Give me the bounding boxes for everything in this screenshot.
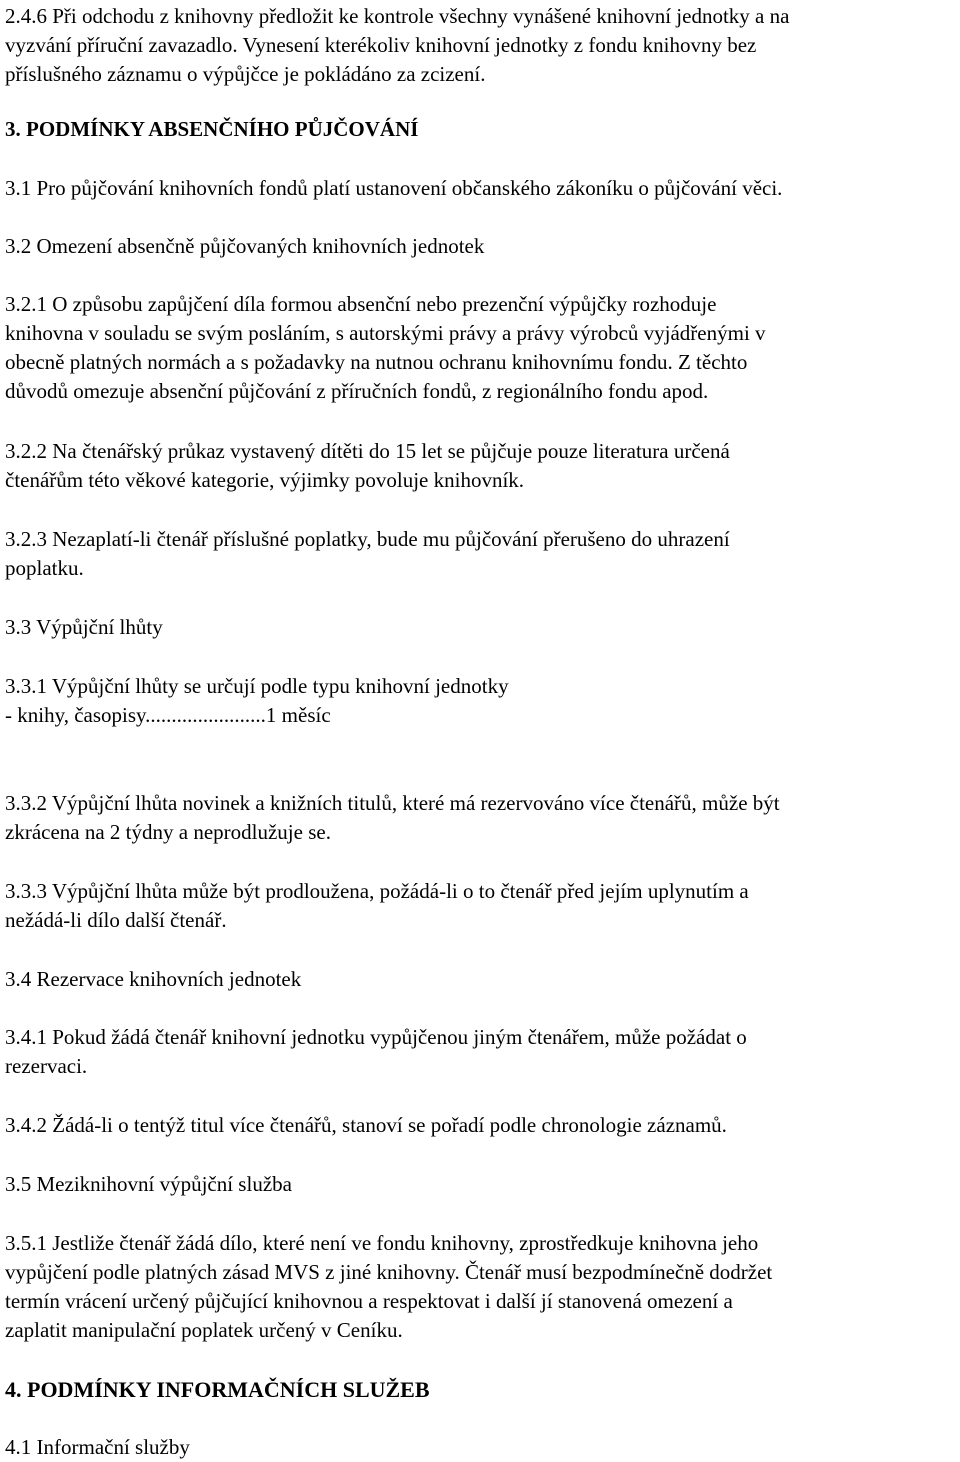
text-line: rezervaci. <box>5 1054 88 1078</box>
text-line: 3.2.3 Nezaplatí-li čtenář příslušné poplatky, bude mu půjčování přerušeno do uhrazení <box>5 527 730 551</box>
text-line: 3.2.2 Na čtenářský průkaz vystavený dítěti do 15 let se půjčuje pouze literatura určená <box>5 439 730 463</box>
text-line: vypůjčení podle platných zásad MVS z jiné knihovny. Čtenář musí bezpodmínečně dodržet <box>5 1260 773 1284</box>
text-line: 3.3.1 Výpůjční lhůty se určují podle typu knihovní jednotky <box>5 674 509 698</box>
subsection-heading-3-5: 3.5 Meziknihovní výpůjční služba <box>5 1172 292 1196</box>
text-line: 2.4.6 Při odchodu z knihovny předložit ke kontrole všechny vynášené knihovní jednotky a na <box>5 4 790 28</box>
text-line: nežádá-li dílo další čtenář. <box>5 908 227 932</box>
paragraph-3-4-2: 3.4.2 Žádá-li o tentýž titul více čtenářů, stanoví se pořadí podle chronologie záznamů. <box>5 1113 727 1137</box>
subsection-heading-3-3: 3.3 Výpůjční lhůty <box>5 615 163 639</box>
paragraph-3-3-2 <box>5 789 955 847</box>
text-line: příslušného záznamu o výpůjčce je pokládáno za zcizení. <box>5 62 486 86</box>
paragraph-3-3-3 <box>5 877 955 935</box>
paragraph-3-2-1 <box>5 290 955 406</box>
text-line: zkrácena na 2 týdny a neprodlužuje se. <box>5 820 331 844</box>
subsection-heading-3-4: 3.4 Rezervace knihovních jednotek <box>5 967 302 991</box>
text-line: důvodů omezuje absenční půjčování z příručních fondů, z regionálního fondu apod. <box>5 379 709 403</box>
paragraph-3-2-2 <box>5 437 955 495</box>
text-line: 3.3.2 Výpůjční lhůta novinek a knižních titulů, které má rezervováno více čtenářů, může být <box>5 791 780 815</box>
text-line: zaplatit manipulační poplatek určený v Ceníku. <box>5 1318 403 1342</box>
text-line: 3.5.1 Jestliže čtenář žádá dílo, které není ve fondu knihovny, zprostředkuje knihovna jeho <box>5 1231 759 1255</box>
text-line: obecně platných normách a s požadavky na nutnou ochranu knihovnímu fondu. Z těchto <box>5 350 748 374</box>
paragraph-3-4-1 <box>5 1023 955 1081</box>
text-line: - knihy, časopisy.......................1 měsíc <box>5 703 331 727</box>
paragraph-2-4-6 <box>5 2 955 89</box>
text-line: 3.4.1 Pokud žádá čtenář knihovní jednotku vypůjčenou jiným čtenářem, může požádat o <box>5 1025 747 1049</box>
text-line: termín vrácení určený půjčující knihovnou a respektovat i další jí stanovená omezení a <box>5 1289 733 1313</box>
text-line: knihovna v souladu se svým posláním, s autorskými právy a právy výrobců vyjádřenými v <box>5 321 766 345</box>
text-line: čtenářům této věkové kategorie, výjimky povoluje knihovník. <box>5 468 525 492</box>
subsection-heading-3-2: 3.2 Omezení absenčně půjčovaných knihovních jednotek <box>5 234 485 258</box>
section-heading-4: 4. PODMÍNKY INFORMAČNÍCH SLUŽEB <box>5 1377 430 1402</box>
subsection-heading-4-1: 4.1 Informační služby <box>5 1435 190 1459</box>
text-line: 3.3.3 Výpůjční lhůta může být prodloužena, požádá-li o to čtenář před jejím uplynutím a <box>5 879 749 903</box>
paragraph-3-1: 3.1 Pro půjčování knihovních fondů platí ustanovení občanského zákoníku o půjčování věci. <box>5 176 783 200</box>
paragraph-3-5-1 <box>5 1229 955 1345</box>
section-heading-3: 3. PODMÍNKY ABSENČNÍHO PŮJČOVÁNÍ <box>5 117 419 141</box>
text-line: poplatku. <box>5 556 84 580</box>
text-line: 3.2.1 O způsobu zapůjčení díla formou absenční nebo prezenční výpůjčky rozhoduje <box>5 292 717 316</box>
paragraph-3-3-1 <box>5 672 955 730</box>
paragraph-3-2-3 <box>5 525 955 583</box>
text-line: vyzvání příruční zavazadlo. Vynesení kterékoliv knihovní jednotky z fondu knihovny bez <box>5 33 757 57</box>
